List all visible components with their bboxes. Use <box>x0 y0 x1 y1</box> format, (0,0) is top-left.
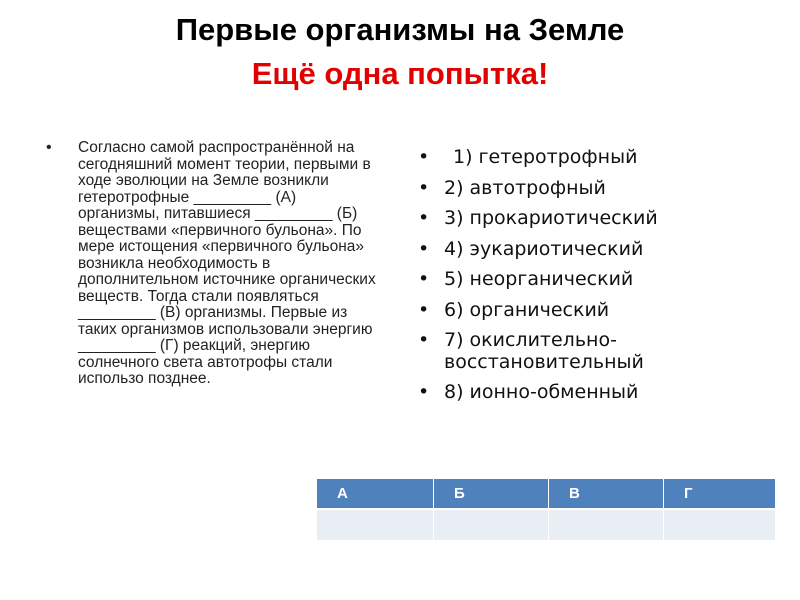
bullet-icon: • <box>418 207 430 229</box>
answer-cell-b[interactable] <box>434 509 549 541</box>
task-text-block <box>46 140 376 388</box>
bullet-icon: • <box>418 146 430 168</box>
bullet-icon: • <box>418 237 430 260</box>
bullet-icon: • <box>418 268 430 290</box>
option-text: 8) ионно-обменный <box>444 381 639 403</box>
option-item <box>418 173 788 204</box>
option-text: 1) гетеротрофный <box>453 146 638 168</box>
option-item <box>418 234 788 265</box>
answer-cell-g[interactable] <box>664 509 776 541</box>
bullet-icon: • <box>418 298 430 321</box>
option-text: 5) неорганический <box>444 268 634 290</box>
answer-header-v: В <box>549 479 664 510</box>
option-text: 7) окислительно-восстановительный <box>444 329 644 373</box>
title-line-1: Первые организмы на Земле <box>175 12 625 47</box>
option-text: 3) прокариотический <box>444 207 658 229</box>
option-item <box>418 142 788 173</box>
bullet-icon: • <box>418 381 430 403</box>
title-line-2: Ещё одна попытка! <box>251 56 549 91</box>
answer-table <box>316 478 776 541</box>
slide-title <box>0 8 800 96</box>
options-list <box>418 142 788 408</box>
option-item <box>418 295 788 326</box>
task-text: Согласно самой распространённой на сегодняшний момент теории, первыми в ходе эволюции на Земле возникли гетеротрофные _________ (А) организмы, питавшиеся _________ (Б) веществами «первичного бульона». По мере истощения «первичного бульона» возникла необходимость в дополнительном источнике органических веществ. Тогда стали появляться _________ (В) организмы. Первые из таких организмов использовали энергию _________ (Г) реакций, энергию солнечного света автотрофы стали использо позднее. <box>78 139 376 387</box>
answer-value-row <box>317 509 776 541</box>
bullet-icon: • <box>46 139 52 156</box>
answer-cell-a[interactable] <box>317 509 434 541</box>
option-text: 6) органический <box>444 298 610 321</box>
bullet-icon: • <box>418 329 430 351</box>
option-item <box>418 325 788 377</box>
answer-header-b: Б <box>434 479 549 510</box>
answer-header-g: Г <box>664 479 776 510</box>
bullet-icon: • <box>418 176 430 199</box>
option-item <box>418 203 788 234</box>
option-item <box>418 264 788 295</box>
option-text: 4) эукариотический <box>444 237 644 260</box>
option-text: 2) автотрофный <box>444 176 606 199</box>
answer-header-a: А <box>317 479 434 510</box>
answer-header-row <box>317 479 776 510</box>
answer-cell-v[interactable] <box>549 509 664 541</box>
option-item <box>418 377 788 408</box>
